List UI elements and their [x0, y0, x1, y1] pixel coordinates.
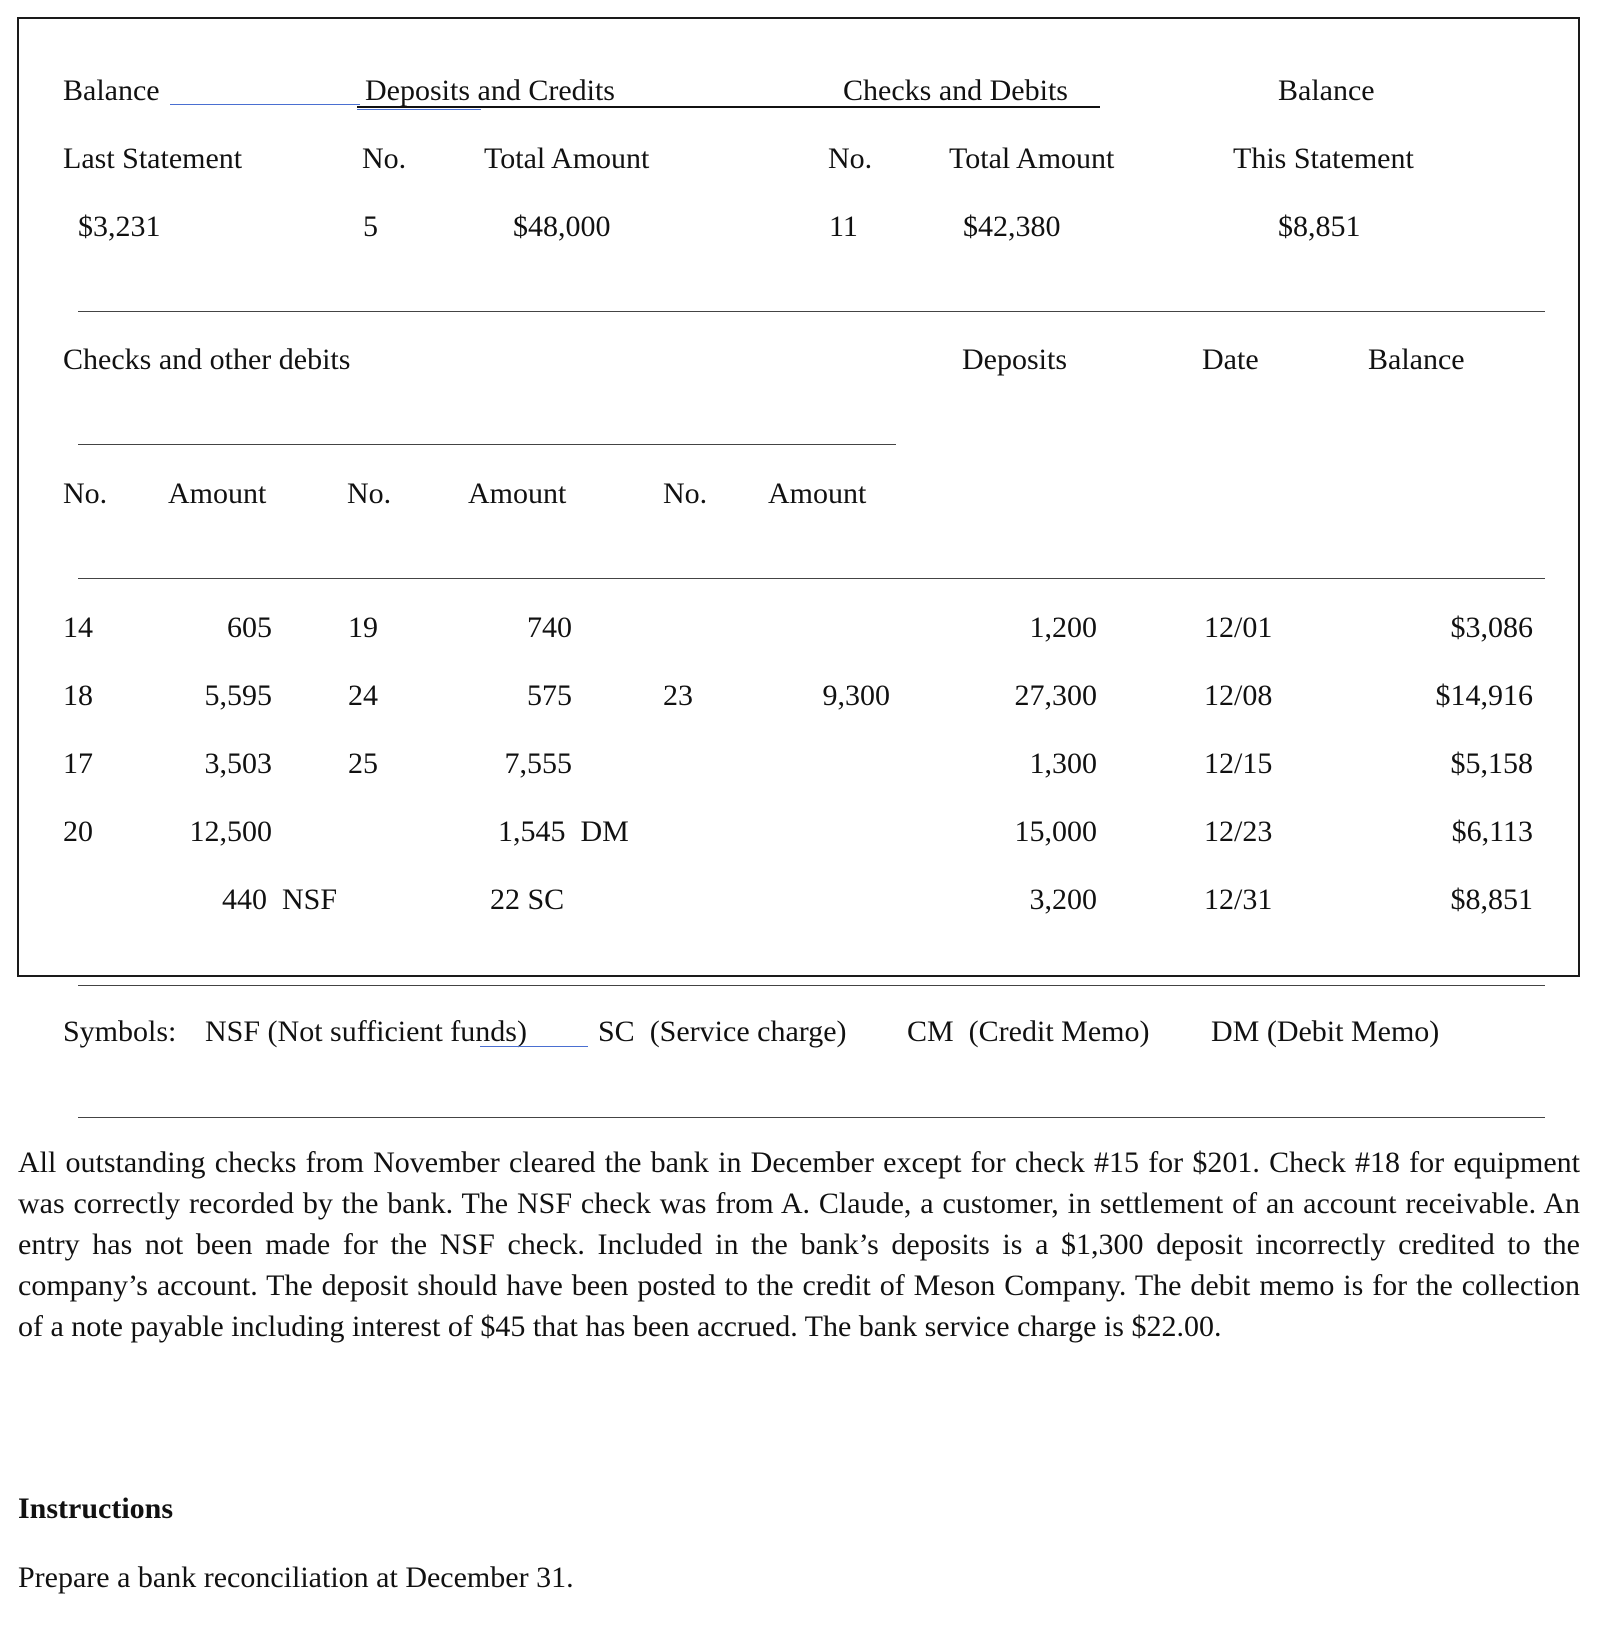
- row-date: 12/31: [1204, 883, 1273, 916]
- row-check-no: 24: [348, 679, 378, 712]
- row-date: 12/08: [1204, 679, 1273, 712]
- row-balance: $6,113: [1451, 815, 1533, 848]
- row-check-no: 18: [63, 679, 93, 712]
- header-no-a: No.: [63, 477, 108, 510]
- row-check-no: 25: [348, 747, 378, 780]
- row-check-amount: 12,500: [189, 815, 272, 848]
- row-deposit: 1,300: [1029, 747, 1097, 780]
- row-service-charge: 22 SC: [490, 883, 565, 916]
- divider: [78, 311, 1545, 312]
- row-check-amount: 575: [527, 679, 572, 712]
- symbol-sc: SC (Service charge): [598, 1015, 847, 1048]
- value-last-balance: $3,231: [78, 210, 161, 243]
- value-deposit-total: $48,000: [513, 210, 611, 243]
- row-check-amount: 740: [527, 611, 572, 644]
- value-ending-balance: $8,851: [1278, 210, 1361, 243]
- header-checks-other-debits: Checks and other debits: [63, 343, 351, 376]
- row-check-amount: 5,595: [204, 679, 272, 712]
- header-amount-a: Amount: [168, 477, 267, 510]
- row-deposit: 27,300: [1014, 679, 1097, 712]
- symbols-label: Symbols:: [63, 1015, 177, 1048]
- row-deposit: 3,200: [1029, 883, 1097, 916]
- header-checks-no: No.: [828, 142, 873, 175]
- value-deposit-count: 5: [363, 210, 378, 243]
- divider: [78, 444, 896, 445]
- instructions-text: Prepare a bank reconciliation at December 31.: [18, 1561, 574, 1594]
- row-check-no: 20: [63, 815, 93, 848]
- header-amount-b: Amount: [468, 477, 567, 510]
- row-debit-memo: 1,545 DM: [498, 815, 629, 848]
- link-underline-2: [357, 109, 481, 110]
- header-last-statement: Last Statement: [63, 142, 243, 175]
- row-balance: $3,086: [1450, 611, 1533, 644]
- row-nsf-amount: 440 NSF: [222, 883, 338, 916]
- row-balance: $8,851: [1450, 883, 1533, 916]
- symbol-cm: CM (Credit Memo): [907, 1015, 1150, 1048]
- row-date: 12/15: [1204, 747, 1273, 780]
- link-underline: [170, 104, 360, 105]
- row-check-amount: 9,300: [822, 679, 890, 712]
- row-check-amount: 7,555: [504, 747, 572, 780]
- row-check-no: 23: [663, 679, 693, 712]
- row-check-no: 14: [63, 611, 93, 644]
- header-amount-c: Amount: [768, 477, 867, 510]
- header-no-c: No.: [663, 477, 708, 510]
- problem-narrative: All outstanding checks from November cleared the bank in December except for check #15 for $201. Check #18 for equipment was correctly recorded by the bank. The NSF check was from A. Claude, a customer, in settlement of an account receivable. An entry has not been made for the NSF check. Included in the bank’s deposits is a $1,300 deposit incorrectly credited to the company’s account. The deposit should have been posted to the credit of Meson Company. The debit memo is for the collection of a note payable including interest of $45 that has been accrued. The bank service charge is $22.00.: [18, 1146, 1580, 1343]
- value-check-count: 11: [829, 210, 858, 243]
- header-deposits-credits: Deposits and Credits: [365, 74, 615, 107]
- header-checks-debits: Checks and Debits: [843, 74, 1068, 107]
- instructions-heading: Instructions: [18, 1492, 174, 1525]
- row-check-no: 19: [348, 611, 378, 644]
- header-deposits: Deposits: [962, 343, 1067, 376]
- header-balance: Balance: [1368, 343, 1465, 376]
- header-this-statement: This Statement: [1233, 142, 1414, 175]
- row-date: 12/23: [1204, 815, 1273, 848]
- header-balance-last: Balance: [63, 74, 160, 107]
- header-no-b: No.: [347, 477, 392, 510]
- header-checks-total: Total Amount: [949, 142, 1115, 175]
- divider: [78, 578, 1545, 579]
- header-deposits-no: No.: [362, 142, 407, 175]
- row-check-amount: 605: [227, 611, 272, 644]
- header-balance-this: Balance: [1278, 74, 1375, 107]
- row-date: 12/01: [1204, 611, 1273, 644]
- symbol-nsf: NSF (Not sufficient funds): [205, 1015, 527, 1048]
- row-check-amount: 3,503: [204, 747, 272, 780]
- header-date: Date: [1202, 343, 1259, 376]
- row-balance: $5,158: [1450, 747, 1533, 780]
- row-check-no: 17: [63, 747, 93, 780]
- divider: [78, 1117, 1545, 1118]
- value-check-total: $42,380: [963, 210, 1061, 243]
- row-deposit: 1,200: [1029, 611, 1097, 644]
- row-deposit: 15,000: [1014, 815, 1097, 848]
- divider: [78, 985, 1545, 986]
- header-deposits-total: Total Amount: [484, 142, 650, 175]
- row-balance: $14,916: [1435, 679, 1533, 712]
- link-underline: [480, 1046, 588, 1047]
- symbol-dm: DM (Debit Memo): [1211, 1015, 1440, 1048]
